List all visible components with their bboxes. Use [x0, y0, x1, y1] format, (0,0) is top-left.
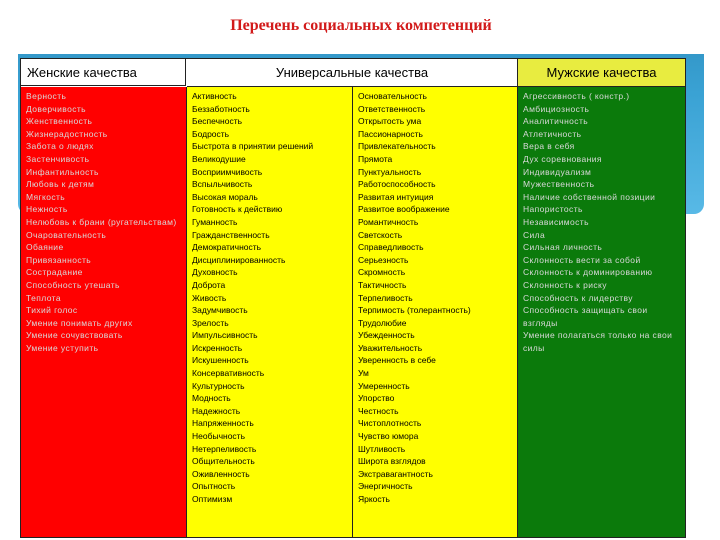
quality-item: Склонность к доминированию	[523, 267, 653, 278]
quality-item: Терпимость (толерантность)	[358, 305, 471, 316]
quality-item: Аналитичность	[523, 116, 589, 127]
quality-item: Шутливость	[358, 443, 406, 454]
quality-item: Вера в себя	[523, 141, 575, 152]
quality-item: Энергичность	[358, 481, 413, 492]
quality-item: Дух соревнования	[523, 153, 602, 164]
quality-item: Прямота	[358, 153, 393, 164]
quality-item: Инфантильность	[26, 166, 99, 177]
quality-item: Наличие собственной позиции	[523, 191, 656, 202]
quality-item: Любовь к детям	[26, 179, 95, 190]
quality-item: Зрелость	[192, 317, 229, 328]
quality-item: Нетерпеливость	[192, 443, 257, 454]
quality-item: Открытость ума	[358, 116, 422, 127]
quality-item: Развитая интуиция	[358, 191, 434, 202]
quality-item: Культурность	[192, 380, 245, 391]
page-title: Перечень социальных компетенций	[230, 17, 492, 34]
quality-item: Честность	[358, 405, 399, 416]
quality-item: Чистоплотность	[358, 418, 422, 429]
quality-item: Опытность	[192, 481, 236, 492]
quality-item: Сильная личность	[523, 242, 603, 253]
quality-item: Развитое воображение	[358, 204, 450, 215]
quality-item: Сила	[523, 229, 546, 240]
quality-item: Нелюбовь к брани (ругательствам)	[26, 216, 177, 227]
quality-item: Мужественность	[523, 179, 595, 190]
quality-item: Пунктуальность	[358, 166, 422, 177]
quality-item: Сострадание	[26, 267, 83, 278]
quality-item: Атлетичность	[523, 128, 582, 139]
quality-item: Привязанность	[26, 254, 92, 265]
quality-item: Умение полагаться только на свои силы	[523, 330, 673, 353]
quality-item: Задумчивость	[192, 305, 248, 316]
quality-item: Вспыльчивость	[192, 179, 253, 190]
header-women: Женские качества	[21, 59, 186, 86]
quality-item: Работоспособность	[358, 179, 436, 190]
quality-item: Индивидуализм	[523, 166, 592, 177]
quality-item: Надежность	[192, 405, 241, 416]
quality-item: Доверчивость	[26, 103, 86, 114]
quality-item: Духовность	[192, 267, 238, 278]
quality-item: Теплота	[26, 292, 61, 303]
quality-item: Независимость	[523, 216, 589, 227]
quality-item: Консервативность	[192, 368, 265, 379]
quality-item: Общительность	[192, 456, 255, 467]
quality-item: Дисциплинированность	[192, 254, 286, 265]
quality-item: Склонность вести за собой	[523, 254, 641, 265]
quality-item: Восприимчивость	[192, 166, 263, 177]
quality-item: Женственность	[26, 116, 93, 127]
quality-item: Основательность	[358, 91, 427, 101]
quality-item: Тактичность	[358, 279, 407, 290]
quality-item: Забота о людях	[26, 141, 94, 152]
quality-item: Бодрость	[192, 128, 230, 139]
quality-item: Мягкость	[26, 191, 66, 202]
quality-item: Искушенность	[192, 355, 249, 366]
quality-item: Способность утешать	[26, 279, 120, 290]
quality-item: Светскость	[358, 229, 403, 240]
quality-item: Гуманность	[192, 216, 238, 227]
quality-item: Умение сочувствовать	[26, 330, 123, 341]
quality-item: Уважительность	[358, 342, 423, 353]
competencies-table	[20, 58, 686, 538]
quality-item: Склонность к риску	[523, 279, 607, 290]
header-universal: Универсальные качества	[187, 59, 518, 87]
quality-item: Искренность	[192, 342, 243, 353]
quality-item: Тихий голос	[26, 305, 78, 316]
quality-item: Романтичность	[358, 216, 419, 227]
quality-item: Умеренность	[358, 380, 410, 391]
quality-item: Нежность	[26, 204, 68, 215]
quality-item: Серьезность	[358, 254, 409, 265]
universal-qualities-column-2	[353, 87, 518, 537]
quality-item: Умение понимать других	[26, 317, 133, 328]
quality-item: Застенчивость	[26, 153, 90, 164]
quality-item: Убежденность	[358, 330, 415, 341]
quality-item: Необычность	[192, 431, 245, 442]
quality-item: Готовность к действию	[192, 204, 283, 215]
quality-item: Импульсивность	[192, 330, 258, 341]
quality-item: Оптимизм	[192, 494, 233, 504]
quality-item: Быстрота в принятии решений	[192, 141, 314, 152]
quality-item: Ответственность	[358, 103, 426, 114]
quality-item: Привлекательность	[358, 141, 436, 152]
quality-item: Терпеливость	[358, 292, 413, 303]
quality-item: Экстравагантность	[358, 468, 433, 479]
quality-item: Оживленность	[192, 468, 250, 479]
quality-item: Пассионарность	[358, 128, 423, 139]
quality-item: Справедливость	[358, 242, 424, 253]
quality-item: Гражданственность	[192, 229, 270, 240]
quality-item: Беззаботность	[192, 103, 250, 114]
quality-item: Модность	[192, 393, 231, 404]
quality-item: Умение уступить	[26, 342, 99, 353]
universal-qualities-column-1	[187, 87, 353, 537]
quality-item: Агрессивность ( констр.)	[523, 91, 630, 101]
quality-item: Великодушие	[192, 153, 246, 164]
quality-item: Напористость	[523, 204, 583, 215]
quality-item: Напряженность	[192, 418, 254, 429]
quality-item: Высокая мораль	[192, 191, 258, 202]
quality-item: Верность	[26, 91, 67, 101]
quality-item: Демократичность	[192, 242, 262, 253]
quality-item: Живость	[192, 292, 227, 303]
quality-item: Трудолюбие	[358, 317, 407, 328]
quality-item: Яркость	[358, 494, 390, 504]
quality-item: Упорство	[358, 393, 395, 404]
quality-item: Уверенность в себе	[358, 355, 436, 366]
quality-item: Жизнерадостность	[26, 128, 108, 139]
quality-item: Чувство юмора	[358, 431, 419, 442]
men-qualities-column	[518, 87, 685, 537]
women-qualities-column	[21, 87, 187, 537]
header-men: Мужские качества	[518, 59, 685, 87]
quality-item: Беспечность	[192, 116, 243, 127]
quality-item: Очаровательность	[26, 229, 107, 240]
quality-item: Доброта	[192, 279, 226, 290]
quality-item: Активность	[192, 91, 237, 101]
quality-item: Обаяние	[26, 242, 64, 253]
quality-item: Способность к лидерству	[523, 292, 633, 303]
quality-item: Скромность	[358, 267, 406, 278]
quality-item: Способность защищать свои взгляды	[523, 305, 648, 328]
quality-item: Ум	[358, 368, 369, 379]
quality-item: Широта взглядов	[358, 456, 426, 467]
quality-item: Амбициозность	[523, 103, 590, 114]
